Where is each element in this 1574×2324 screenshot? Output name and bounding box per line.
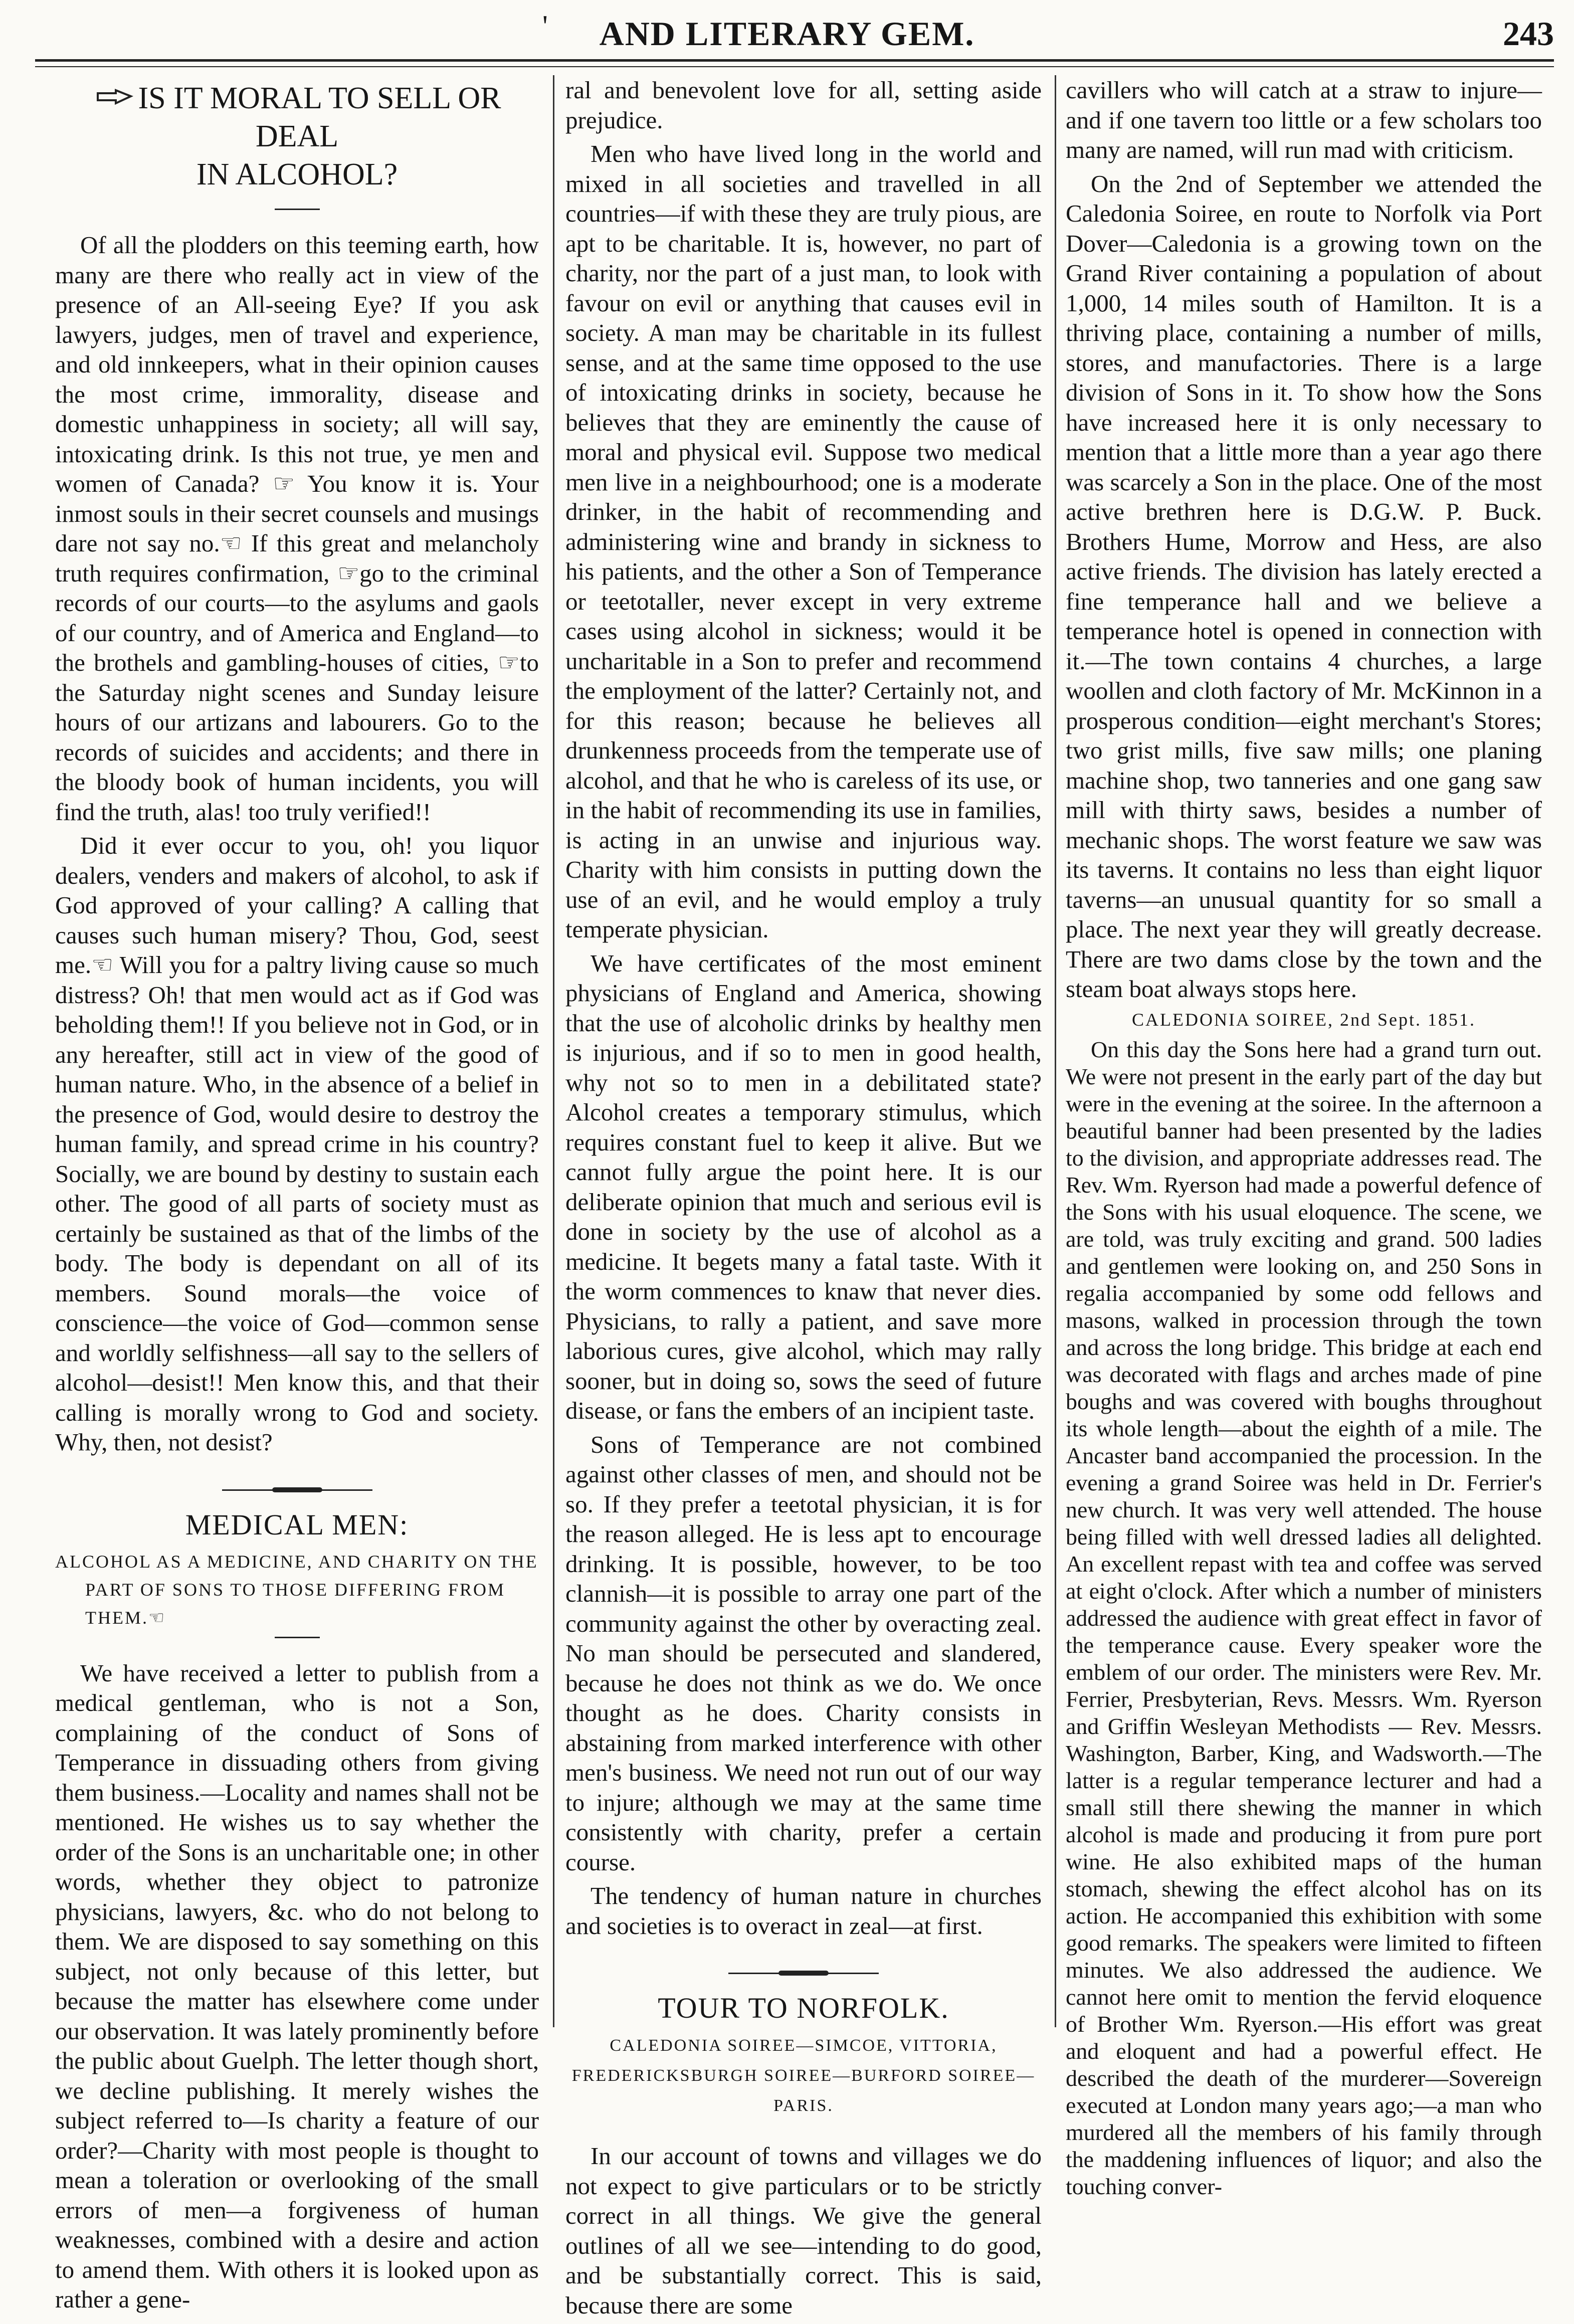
dateline: CALEDONIA SOIREE, 2nd Sept. 1851.	[1132, 1009, 1476, 1030]
paragraph: ral and benevolent love for all, setting aside prejudice.	[565, 76, 1042, 134]
paragraph: Men who have lived long in the world and mixed in all societies and travelled in all countries—if with these they are truly pious, are apt to be charitable. It is, however, no part of charity, nor the part of a just man, to look with favour on evil or anything that causes evil in society. A man may be charitable in its fullest sense, and at the same time opposed to the use of intoxicating drinks in society, because he believes that they are eminently the cause of moral and physical evil. Suppose two medical men live in a neighbourhood; one is a moderate drinker, in the habit of recommending and administering wine and brandy in sickness to his patients, and the other a Son of Temperance or teetotaller, never except in very extreme cases using alcohol in sickness; would it be uncharitable in a Son to prefer and recommend the employment of the latter? Certainly not, and for this reason; because he believes all drunkenness proceeds from the temperate use of alcohol, and that he who is careless of its use, or in the habit of recommending its use in families, is acting in an unwise and injurious way. Charity with him consists in putting down the use of an evil, and he would employ a truly temperate physician.	[565, 140, 1042, 943]
report-body	[1066, 1036, 1542, 2200]
paragraph: We have certificates of the most eminent physicians of England and America, showing that the use of alcoholic drinks by healthy men is injurious, and if so to men in good health, why not so to men in a debilitated state? Alcohol creates a temporary stimulus, which requires constant fuel to keep it alive. But we cannot fully argue the point here. It is our deliberate opinion that much and serious evil is done in society by the use of alcohol as a medicine. It begets many a fatal taste. With it the worm commences to knaw that never dies. Physicians, to rally a patient, and save more laborious cures, give alcohol, which may rally sooner, but in doing so, sows the seed of future disease, or fans the embers of an incipient taste.	[565, 949, 1042, 1424]
paragraph: Sons of Temperance are not combined against other classes of men, and should not be so. If they prefer a teetotal physician, it is for the reason alleged. He is less apt to encourage drinking. It is possible, however, to be too clannish—it is possible to array one part of the community against the other by overacting zeal. No man should be persecuted and slandered, because he does not think as we do. We once thought as he does. Charity consists in abstaining from marked interference with other men's business. We need not run out of our way to injure; although we may at the same time consistently with charity, prefer a certain course.	[565, 1430, 1042, 1876]
page-header	[0, 0, 1574, 55]
article-heading	[55, 79, 539, 193]
section-heading: MEDICAL MEN:	[185, 1508, 409, 1541]
heading-line-2: IN ALCOHOL?	[196, 157, 398, 191]
paragraph: In our account of towns and villages we do not expect to give particulars or to be strictly correct in all things. We give the general outlines of all we see—intending to do good, and be substantially correct. This is said, because there are some	[565, 2142, 1042, 2319]
subheading-rule	[275, 1637, 320, 1638]
section-divider	[222, 1487, 372, 1492]
page-number: 243	[1503, 15, 1554, 53]
header-rule-thick	[35, 59, 1554, 62]
section-divider	[728, 1971, 879, 1976]
column-divider-1	[553, 75, 554, 2027]
heading-line-1: IS IT MORAL TO SELL OR DEAL	[138, 81, 501, 153]
column-2	[565, 75, 1042, 2324]
header-rule-thin	[35, 66, 1554, 67]
paragraph: The tendency of human nature in churches and societies is to overact in zeal—at first.	[565, 1882, 1042, 1940]
column-1	[55, 75, 539, 2318]
paragraph: We have received a letter to publish from a medical gentleman, who is not a Son, complaining of the conduct of Sons of Temperance in dissuading others from giving them business.—Locality and names shall not be mentioned. He wishes us to say whether the order of the Sons is an uncharitable one; in other words, whether they object to patronize physicians, lawyers, &c. who do not belong to them. We are disposed to say something on this subject, not only because of this letter, but because the matter has elsewhere come under our observation. It was lately prominently before the public about Guelph. The letter though short, we decline publishing. It merely wishes the subject referred to—Is charity a feature of our order?—Charity with most people is thought to mean a toleration or overlooking of the small errors of men—a forgiveness of human weaknesses, combined with a desire and action to amend them. With others it is looked upon as rather a gene-	[55, 1659, 539, 2313]
column-3	[1066, 75, 1542, 2204]
column-divider-2	[1055, 75, 1056, 2027]
paragraph: On this day the Sons here had a grand turn out. We were not present in the early part of the day but were in the evening at the soiree. In the afternoon a beautiful banner had been presented by the ladies to the division, and appropriate addresses read. The Rev. Wm. Ryerson had made a powerful defence of the Sons with his usual eloquence. The scene, we are told, was truly exciting and grand. 500 ladies and gentlemen were looking on, and 250 Sons in regalia accompanied by some odd fellows and masons, walked in procession through the town and across the long bridge. This bridge at each end was decorated with flags and arches made of pine boughs and was covered with boughs throughout its whole length—about the eighth of a mile. The Ancaster band accompanied the procession. In the evening a grand Soiree was held in Dr. Ferrier's new church. It was very well attended. The house being filled with well dressed ladies all delighted. An excellent repast with tea and coffee was served at eight o'clock. After which a number of ministers addressed the audience with great effect in favor of the temperance cause. Every speaker wore the emblem of our order. The ministers were Rev. Mr. Ferrier, Presbyterian, Revs. Messrs. Wm. Ryerson and Griffin Wesleyan Methodists — Rev. Messrs. Washington, Barber, King, and Wadsworth.—The latter is a regular temperance lecturer and had a small still there shewing the manner in which alcohol is made and producing it from pure port wine. He also exhibited maps of the human stomach, shewing the effect alcohol has on its action. He accompanied this exhibition with some good remarks. The speakers were limited to fifteen minutes. We also addressed the audience. We cannot here omit to mention the fervid eloquence of Brother Wm. Ryerson.—His effort was great and eloquent and had a powerful effect. He described the death of the murderer—Sovereign executed at London many years ago;—a man who murdered all the members of his family through the maddening influences of liquor; and also the touching conver-	[1066, 1036, 1542, 2199]
pointing-hand-icon	[93, 79, 138, 117]
section-subheading: CALEDONIA SOIREE—SIMCOE, VITTORIA, FREDERICKSBURGH SOIREE—BURFORD SOIREE—PARIS.	[571, 2036, 1036, 2115]
paragraph: cavillers who will catch at a straw to injure—and if one tavern too little or a few scholars too many are named, will run mad with criticism.	[1066, 76, 1542, 163]
running-title: AND LITERARY GEM.	[599, 15, 975, 53]
paragraph: Of all the plodders on this teeming earth, how many are there who really act in view of the presence of an All-seeing Eye? If you ask lawyers, judges, men of travel and experience, and old innkeepers, what in their opinion causes the most crime, immorality, disease and domestic unhappiness in society; all will say, intoxicating drink. Is this not true, ye men and women of Canada? ☞ You know it is. Your inmost souls in their secret counsels and musings dare not say no.☜ If this great and melancholy truth requires confirmation, ☞go to the criminal records of our courts—to the asylums and gaols of our country, and of America and England—to the brothels and gambling-houses of cities, ☞to the Saturday night scenes and Sunday leisure hours of our artizans and labourers. Go to the records of suicides and accidents; and there in the bloody book of human incidents, you will find the truth, alas! too truly verified!!	[55, 231, 539, 826]
section-heading: TOUR TO NORFOLK.	[658, 1992, 949, 2024]
header-mark: '	[542, 10, 548, 43]
heading-rule	[275, 209, 320, 210]
section-subheading: ALCOHOL AS A MEDICINE, AND CHARITY ON THE PART OF SONS TO THOSE DIFFERING FROM THEM.☜	[55, 1551, 538, 1628]
paragraph: Did it ever occur to you, oh! you liquor dealers, venders and makers of alcohol, to ask if God approved of your calling? A calling that causes such human misery? Thou, God, seest me.☜ Will you for a paltry living cause so much distress? Oh! that men would act as if God was beholding them!! If you believe not in God, or in any hereafter, still act in view of the good of human nature. Who, in the absence of a belief in the presence of God, would desire to destroy the human family, and spread crime in his country? Socially, we are bound by destiny to sustain each other. The good of all parts of society must as certainly be sustained as that of the limbs of the body. The body is dependant on all of its members. Sound morals—the voice of conscience—the voice of God—common sense and worldly selfishness—all say to the sellers of alcohol—desist!! Men know this, and that their calling is morally wrong to God and society. Why, then, not desist?	[55, 832, 539, 1456]
paragraph: On the 2nd of September we attended the Caledonia Soiree, en route to Norfolk via Port Dover—Caledonia is a growing town on the Grand River containing a population of about 1,000, 14 miles south of Hamilton. It is a thriving place, containing a number of mills, stores, and manufactories. There is a large division of Sons in it. To show how the Sons have increased here it is only necessary to mention that a little more than a year ago there was scarcely a Son in the place. One of the most active brethren here is D.G.W. P. Buck. Brothers Hume, Morrow and Hess, are also active friends. The division has lately erected a fine temperance hall and we believe a temperance hotel is opened in connection with it.—The town contains 4 churches, a large woollen and cloth factory of Mr. McKinnon in a prosperous condition—eight merchant's Stores; two grist mills, five saw mills; one planing machine shop, two tanneries and one gang saw mill with thirty saws, besides a number of mechanic shops. The worst feature we saw was its taverns. It contains no less than eight liquor taverns—an unusual quantity for so small a place. The next year they will greatly decrease. There are two dams close by the town and the steam boat always stops here.	[1066, 169, 1542, 1003]
